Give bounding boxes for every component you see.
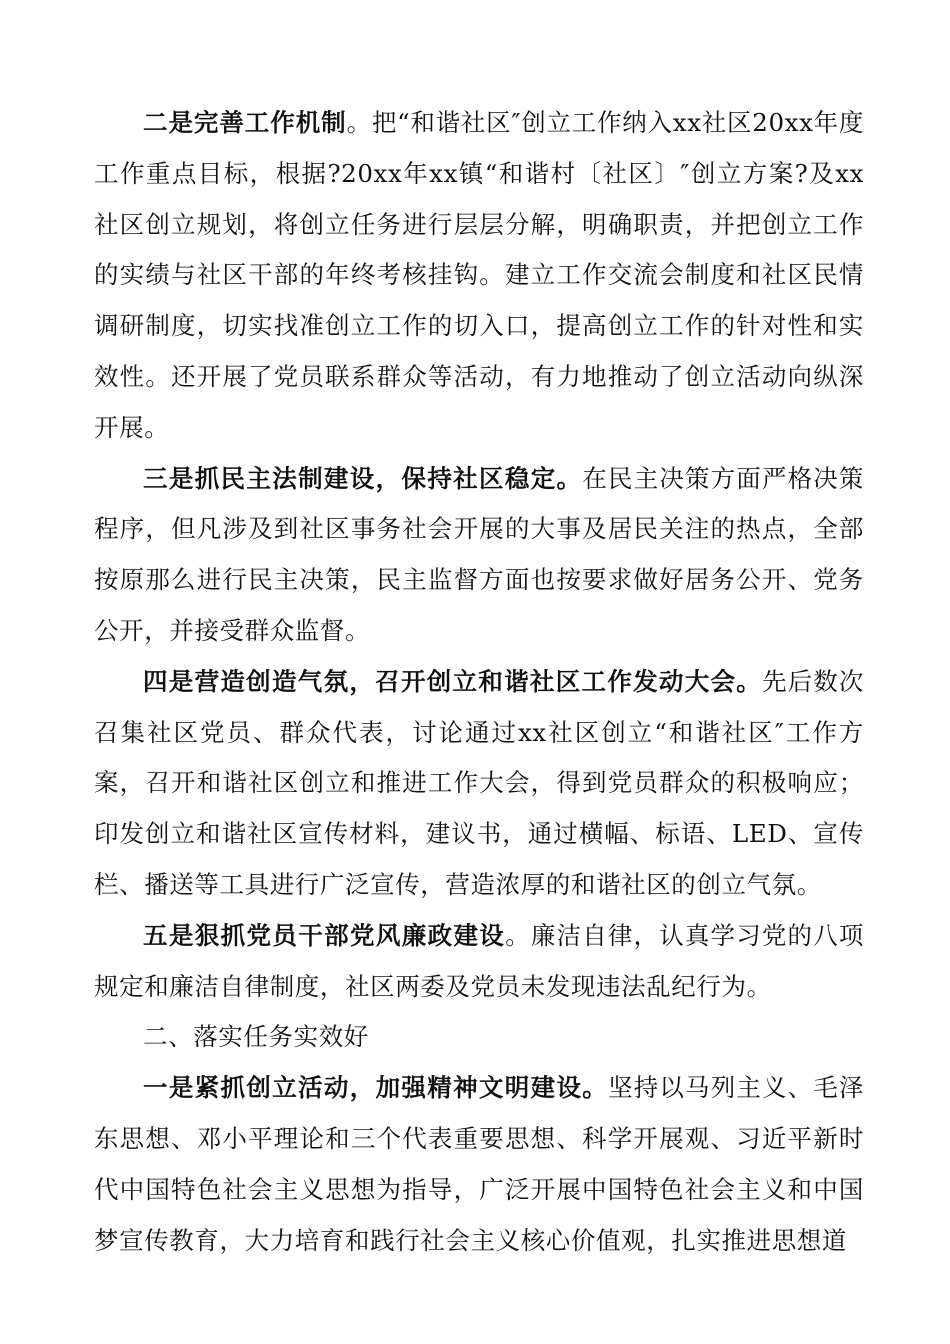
paragraph-democracy-legal — [94, 454, 864, 657]
paragraph-text: 先后数次召集社区党员、群众代表，讨论通过xx社区创立“和谐社区″工作方案，召开和谐社区创立和推进工作大会，得到党员群众的积极响应；印发创立和谐社区宣传材料，建议书，通过横幅、标语、LED、宣传栏、播送等工具进行广泛宣传，营造浓厚的和谐社区的创立气氛。 — [94, 666, 864, 899]
paragraph-text: 。廉洁自律，认真学习党的八项规定和廉洁自律制度，社区两委及党员未发现违法乱纪行为。 — [94, 920, 864, 1001]
document-body — [94, 98, 864, 1266]
paragraph-lead: 三是抓民主法制建设，保持社区稳定。 — [143, 463, 583, 493]
paragraph-text: 坚持以马列主义、毛泽东思想、邓小平理论和三个代表重要思想、科学开展观、习近平新时代中国特色社会主义思想为指导，广泛开展中国特色社会主义和中国梦宣传教育，大力培育和践行社会主义核心价值观，扎实推进思想道 — [94, 1073, 865, 1255]
paragraph-text: 在民主决策方面严格决策程序，但凡涉及到社区事务社会开展的大事及居民关注的热点，全部按原那么进行民主决策，民主监督方面也按要求做好居务公开、党务公开，并接受群众监督。 — [94, 463, 864, 645]
paragraph-lead: 五是狠抓党员干部党风廉政建设 — [143, 920, 506, 950]
paragraph-work-mechanism — [94, 98, 864, 454]
paragraph-lead: 一是紧抓创立活动，加强精神文明建设。 — [143, 1073, 609, 1103]
paragraph-text: 。把“和谐社区″创立工作纳入xx社区20xx年度工作重点目标，根据?20xx年xx镇“和谐村〔社区〕″创立方案?及xx社区创立规划，将创立任务进行层层分解，明确职责，并把创立工作的实绩与社区干部的年终考核挂钩。建立工作交流会制度和社区民情调研制度，切实找准创立工作的切入口，提高创立工作的针对性和实效性。还开展了党员联系群众等活动，有力地推动了创立活动向纵深开展。 — [94, 108, 864, 442]
paragraph-lead: 四是营造创造气氛，召开创立和谐社区工作发动大会。 — [143, 666, 763, 696]
paragraph-spiritual-civilization — [94, 1063, 864, 1266]
paragraph-clean-government — [94, 911, 864, 1013]
paragraph-lead: 二是完善工作机制 — [143, 108, 347, 137]
paragraph-atmosphere — [94, 657, 864, 911]
section-heading: 二、落实任务实效好 — [143, 1022, 369, 1052]
